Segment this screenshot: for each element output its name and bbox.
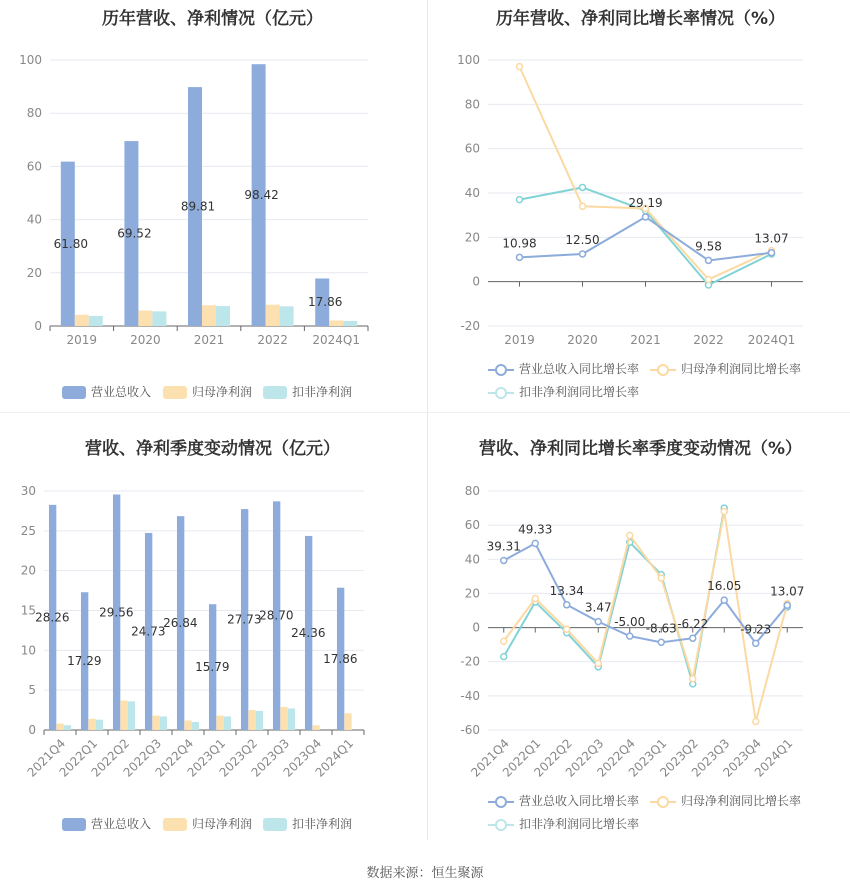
legend-item-netprofit-growth[interactable] [650,792,801,809]
y-tick-label: 0 [472,274,480,289]
data-label: -6.22 [677,617,709,632]
x-tick-label: 2021 [193,333,225,347]
bar-deducted [192,722,199,730]
data-label: 12.50 [565,232,600,247]
y-tick-label: 20 [464,230,480,245]
bar-deducted [96,720,103,730]
x-tick-label: 2022Q2 [531,736,575,780]
y-tick-label: 25 [20,523,36,538]
point-revenue-growth [753,640,759,646]
y-tick-label: -20 [460,319,480,333]
legend-label: 营业总收入 [91,385,152,399]
data-source: 数据来源：恒生聚源 [366,866,484,881]
x-tick-label: 2022Q1 [56,736,101,780]
data-label: 13.34 [549,583,584,598]
point-netprofit-growth [532,596,538,602]
data-label: -5.00 [614,615,646,630]
point-revenue-growth [595,619,601,625]
bar-netprofit [184,720,191,730]
line-netprofit-growth [520,67,772,280]
data-label: 49.33 [518,522,553,537]
data-label: 13.07 [770,584,805,599]
x-tick-label: 2023Q2 [216,736,261,780]
x-tick-label: 2019 [66,333,98,347]
y-tick-label: 5 [28,683,36,698]
data-label: 13.07 [754,231,789,246]
legend-label: 归母净利润同比增长率 [681,362,802,376]
bar-netprofit [75,315,89,326]
point-deducted-growth [580,184,586,190]
quarterly-bar-chart [0,428,425,838]
point-revenue-growth [690,635,696,641]
bar-deducted [288,708,295,730]
point-revenue-growth [643,214,649,220]
legend-label: 扣非净利润同比增长率 [519,385,640,399]
data-label: -9.23 [740,622,772,637]
x-tick-label: 2020 [130,333,161,347]
data-label: 29.56 [99,605,134,620]
y-tick-label: 40 [464,552,480,567]
legend-item-netprofit[interactable] [163,383,252,400]
legend-item-deducted[interactable] [263,815,352,832]
x-tick-label: 2022 [693,333,724,347]
bar-netprofit [56,724,63,730]
data-label: 69.52 [117,226,152,241]
x-tick-label: 2020 [567,333,598,347]
annual-growth-panel [428,0,850,410]
point-revenue-growth [784,602,790,608]
data-label: 15.79 [195,660,230,675]
annual-revenue-profit-panel [0,0,425,410]
y-tick-label: 80 [464,484,480,498]
legend-label: 归母净利润同比增长率 [681,794,802,808]
data-label: 89.81 [180,199,216,214]
x-tick-label: 2024Q1 [312,333,361,347]
legend-label: 营业总收入同比增长率 [519,362,640,376]
data-label: 17.86 [323,651,358,666]
legend-label: 营业总收入 [91,817,152,831]
bar-deducted [64,725,71,730]
y-tick-label: 20 [20,563,36,578]
horizontal-divider [0,412,850,413]
x-tick-label: 2024Q1 [751,736,796,780]
y-tick-label: -60 [460,723,480,737]
y-tick-label: -20 [460,654,480,669]
point-revenue-growth [532,540,538,546]
data-label: 28.70 [259,608,294,623]
point-netprofit-growth [721,508,727,514]
x-tick-label: 2022Q2 [88,736,133,780]
legend-item-deducted-growth[interactable] [488,815,639,832]
y-tick-label: 80 [464,97,480,112]
data-label: 3.47 [584,600,612,615]
point-revenue-growth [627,633,633,639]
bar-netprofit [138,311,152,326]
x-tick-label: 2023Q2 [657,736,701,780]
y-tick-label: 80 [26,106,42,121]
x-tick-label: 2022Q3 [562,736,607,780]
data-label: 27.73 [227,612,262,627]
data-label: 9.58 [695,239,722,254]
chart-title: 营收、净利季度变动情况（亿元） [85,439,340,459]
bar-deducted [160,716,167,730]
y-tick-label: 40 [26,212,42,227]
point-revenue-growth [517,254,523,260]
point-revenue-growth [706,257,712,263]
point-deducted-growth [501,654,507,660]
bar-netprofit [120,701,127,730]
y-tick-label: 20 [464,586,480,601]
data-label: 24.73 [131,624,166,639]
data-label: 61.80 [53,236,88,251]
y-tick-label: 15 [20,603,36,618]
y-tick-label: 40 [464,186,480,200]
legend-item-revenue[interactable] [62,383,151,400]
bar-netprofit [344,713,351,730]
x-tick-label: 2024Q1 [312,736,357,780]
point-netprofit-growth [501,638,507,644]
x-tick-label: 2023Q1 [184,736,229,780]
bar-deducted [224,716,231,730]
point-revenue-growth [658,639,664,645]
point-netprofit-growth [517,64,523,70]
x-tick-label: 2022 [257,333,288,347]
data-label: 39.31 [486,539,521,554]
point-revenue-growth [501,557,507,563]
bar-deducted [280,306,294,326]
data-label: 98.42 [244,188,279,203]
bar-netprofit [88,719,95,730]
quarterly-line-chart [428,428,850,838]
legend-label: 归母净利润 [192,385,253,399]
y-tick-label: 30 [20,484,36,498]
legend-item-revenue-growth[interactable] [488,360,639,377]
x-tick-label: 2022Q4 [594,736,638,780]
point-netprofit-growth [658,575,664,581]
point-netprofit-growth [706,276,712,282]
y-tick-label: 0 [28,723,36,737]
x-tick-label: 2021Q4 [468,736,512,780]
point-revenue-growth [580,251,586,257]
chart-title: 营收、净利同比增长率季度变动情况（%） [478,439,803,459]
y-tick-label: 0 [34,319,42,333]
point-netprofit-growth [595,660,601,666]
annual-line-chart [428,0,850,410]
bar-netprofit [202,305,216,326]
bar-netprofit [152,716,159,730]
x-tick-label: 2023Q3 [688,736,733,780]
annual-bar-chart [0,0,425,410]
x-tick-label: 2021 [630,333,661,347]
y-tick-label: 100 [457,53,480,67]
data-label: -8.63 [645,621,677,636]
quarterly-growth-panel [428,428,850,838]
line-netprofit-growth [504,511,788,721]
x-tick-label: 2023Q4 [280,736,325,780]
x-tick-label: 2023Q3 [248,736,293,780]
legend-label: 归母净利润 [192,817,253,831]
y-tick-label: -40 [460,688,480,703]
x-tick-label: 2022Q3 [120,736,165,780]
point-revenue-growth [769,250,775,256]
bar-netprofit [329,320,343,326]
y-tick-label: 10 [20,643,36,658]
bar-deducted [343,321,357,326]
y-tick-label: 0 [472,620,480,635]
data-label: 17.86 [308,295,343,310]
legend-label: 扣非净利润 [292,385,353,399]
data-label: 26.84 [163,616,198,631]
point-netprofit-growth [564,626,570,632]
x-tick-label: 2023Q4 [720,736,764,780]
x-tick-label: 2021Q4 [24,736,69,780]
bar-deducted [89,316,103,326]
quarterly-revenue-profit-panel [0,428,425,838]
x-tick-label: 2022Q4 [152,736,197,780]
point-netprofit-growth [627,532,633,538]
point-deducted-growth [517,197,523,203]
y-tick-label: 20 [26,265,42,280]
point-netprofit-growth [753,718,759,724]
line-revenue-growth [520,217,772,260]
legend-item-revenue-growth[interactable] [488,792,639,809]
bar-netprofit [266,305,280,326]
chart-title: 历年营收、净利情况（亿元） [102,9,323,29]
data-label: 29.19 [628,195,663,210]
x-tick-label: 2022Q1 [499,736,544,780]
data-label: 28.26 [35,610,70,625]
y-tick-label: 60 [26,159,42,174]
point-revenue-growth [721,597,727,603]
data-label: 16.05 [707,579,742,594]
legend-label: 营业总收入同比增长率 [519,794,640,808]
legend-item-revenue[interactable] [62,815,151,832]
legend-label: 扣非净利润同比增长率 [519,817,640,831]
x-tick-label: 2019 [504,333,535,347]
legend-item-deducted-growth[interactable] [488,383,639,400]
y-tick-label: 60 [464,141,480,156]
bar-netprofit [280,707,287,730]
x-tick-label: 2023Q1 [625,736,670,780]
bar-netprofit [216,716,223,730]
legend-item-netprofit[interactable] [163,815,252,832]
bar-deducted [128,701,135,730]
point-netprofit-growth [580,203,586,209]
point-revenue-growth [564,602,570,608]
bar-deducted [152,311,166,326]
bar-deducted [216,306,230,326]
y-tick-label: 100 [19,53,42,67]
y-tick-label: 60 [464,518,480,533]
x-tick-label: 2024Q1 [747,333,796,347]
data-label: 24.36 [291,625,326,640]
legend-item-netprofit-growth[interactable] [650,360,801,377]
legend-label: 扣非净利润 [292,817,353,831]
chart-title: 历年营收、净利同比增长率情况（%） [495,9,786,29]
bar-netprofit [248,710,255,730]
point-netprofit-growth [690,676,696,682]
data-label: 10.98 [502,236,537,251]
legend-item-deducted[interactable] [263,383,352,400]
bar-deducted [256,711,263,730]
data-label: 17.29 [67,654,102,669]
bar-netprofit [312,725,319,730]
